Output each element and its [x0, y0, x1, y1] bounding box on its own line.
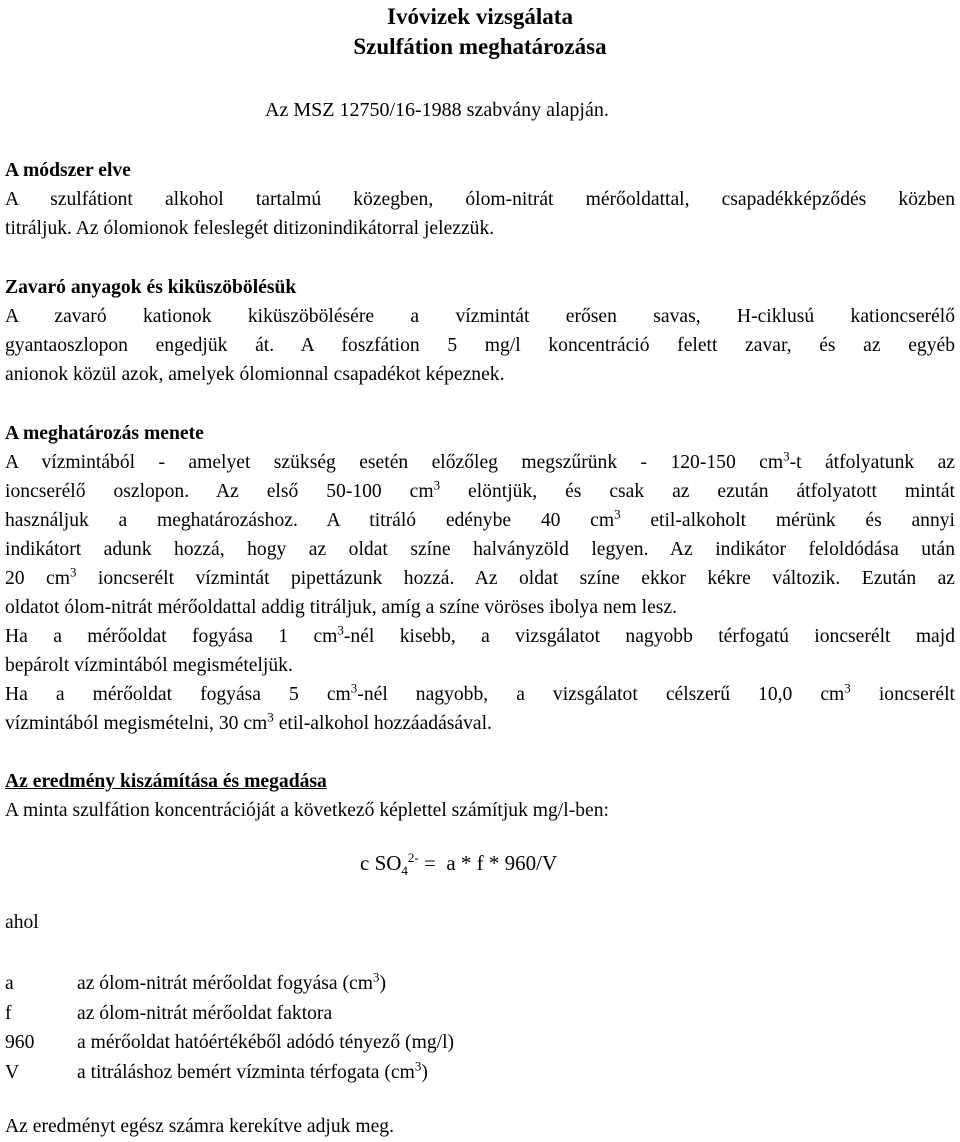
definition-row	[5, 1058, 454, 1088]
formula	[360, 850, 558, 879]
exponent: 3	[783, 448, 790, 464]
procedure-line: indikátort adunk hozzá, hogy az oldat színe halványzöld legyen. Az indikátor feloldódása után	[5, 539, 955, 560]
definition-row	[5, 999, 454, 1029]
formula-superscript: 2-	[407, 850, 419, 865]
result-section	[5, 767, 955, 825]
procedure-line	[5, 622, 955, 651]
formula-subscript: 4	[401, 863, 408, 879]
interference-line: anionok közül azok, amelyek ólomionnal csapadékot képeznek.	[5, 364, 505, 385]
procedure-text: Ha a mérőoldat fogyása 1 cm	[5, 626, 338, 647]
definitions-list	[5, 969, 454, 1087]
definition-symbol: a	[5, 973, 14, 994]
final-note: Az eredményt egész számra kerekítve adjuk meg.	[5, 1116, 394, 1137]
procedure-line	[5, 506, 955, 535]
definition-text	[77, 1058, 428, 1088]
exponent: 3	[337, 622, 344, 638]
formula-rest: = a * f * 960/V	[418, 851, 558, 875]
definition-row	[5, 1028, 454, 1058]
procedure-text: vízmintából megismételni, 30 cm	[5, 713, 268, 734]
exponent: 3	[267, 709, 274, 725]
definition-text-main: az ólom-nitrát mérőoldat fogyása (cm	[77, 973, 373, 994]
procedure-heading: A meghatározás menete	[5, 423, 204, 444]
procedure-text: A vízmintából - amelyet szükség esetén előzőleg megszűrünk - 120-150 cm	[5, 452, 784, 473]
procedure-text: etil-alkoholt mérünk és annyi	[620, 510, 955, 531]
procedure-text: használjuk a meghatározáshoz. A titráló edénybe 40 cm	[5, 510, 615, 531]
result-heading: Az eredmény kiszámítása és megadása	[5, 771, 327, 792]
exponent: 3	[372, 969, 380, 985]
definition-text: az ólom-nitrát mérőoldat faktora	[77, 1002, 333, 1024]
procedure-text: -t átfolyatunk az	[789, 452, 955, 473]
method-line: A szulfátiont alkohol tartalmú közegben, ólom-nitrát mérőoldattal, csapadékképződés közben	[5, 189, 955, 210]
interference-line: gyantaoszlopon engedjük át. A foszfátion 5 mg/l koncentráció felett zavar, és az egyéb	[5, 335, 955, 356]
definition-text	[77, 969, 386, 999]
procedure-line	[5, 448, 955, 477]
procedure-text: elöntjük, és csak az ezután átfolyatott mintát	[440, 481, 956, 502]
definition-text-tail: )	[421, 1061, 428, 1083]
procedure-line: oldatot ólom-nitrát mérőoldattal addig titráljuk, amíg a színe vöröses ibolya nem lesz.	[5, 597, 678, 618]
where-label: ahol	[5, 912, 39, 933]
procedure-text: ioncserélt vízmintát pipettázunk hozzá. Az oldat színe ekkor kékre változik. Ezután az	[76, 568, 955, 589]
exponent: 3	[844, 680, 851, 696]
definition-symbol: f	[5, 1002, 12, 1024]
document-title: Ivóvizek vizsgálata	[387, 4, 573, 29]
method-line: titráljuk. Az ólomionok feleslegét ditizonindikátorral jelezzük.	[5, 218, 495, 239]
formula-prefix: c SO	[360, 851, 402, 875]
procedure-text: -nél kisebb, a vizsgálatot nagyobb térfogatú ioncserélt majd	[343, 626, 955, 647]
document-subtitle: Szulfátion meghatározása	[353, 34, 607, 59]
exponent: 3	[350, 680, 358, 696]
definition-row	[5, 969, 454, 999]
method-section	[5, 156, 955, 243]
interference-line: A zavaró kationok kiküszöbölésére a vízmintát erősen savas, H-ciklusú kationcserélő	[5, 306, 955, 327]
procedure-text: etil-alkohol hozzáadásával.	[273, 713, 492, 734]
exponent: 3	[614, 506, 621, 522]
procedure-text: ioncserélő oszlopon. Az első 50-100 cm	[5, 481, 434, 502]
exponent: 3	[414, 1057, 422, 1073]
procedure-line	[5, 564, 955, 593]
procedure-line: bepárolt vízmintából megismételjük.	[5, 655, 293, 676]
procedure-line	[5, 680, 955, 709]
procedure-line	[5, 709, 955, 738]
result-line: A minta szulfátion koncentrációját a következő képlettel számítjuk mg/l-ben:	[5, 800, 609, 821]
exponent: 3	[69, 564, 77, 580]
definition-text-tail: )	[379, 973, 387, 994]
definition-text-main: a titráláshoz bemért vízminta térfogata (cm	[77, 1061, 415, 1083]
procedure-text: -nél nagyobb, a vizsgálatot célszerű 10,0 cm	[357, 684, 845, 705]
procedure-text: Ha a mérőoldat fogyása 5 cm	[5, 684, 351, 705]
definition-symbol: V	[5, 1061, 20, 1083]
procedure-line	[5, 477, 955, 506]
procedure-text: ioncserélt	[850, 684, 955, 705]
exponent: 3	[433, 477, 441, 493]
method-heading: A módszer elve	[5, 160, 131, 181]
interference-heading: Zavaró anyagok és kiküszöbölésük	[5, 277, 297, 298]
definition-text: a mérőoldat hatóértékéből adódó tényező (mg/l)	[77, 1032, 455, 1053]
procedure-text: 20 cm	[5, 568, 70, 589]
interference-section	[5, 273, 955, 389]
procedure-section	[5, 419, 955, 738]
standard-reference: Az MSZ 12750/16-1988 szabvány alapján.	[265, 99, 609, 121]
definition-symbol: 960	[5, 1032, 35, 1053]
